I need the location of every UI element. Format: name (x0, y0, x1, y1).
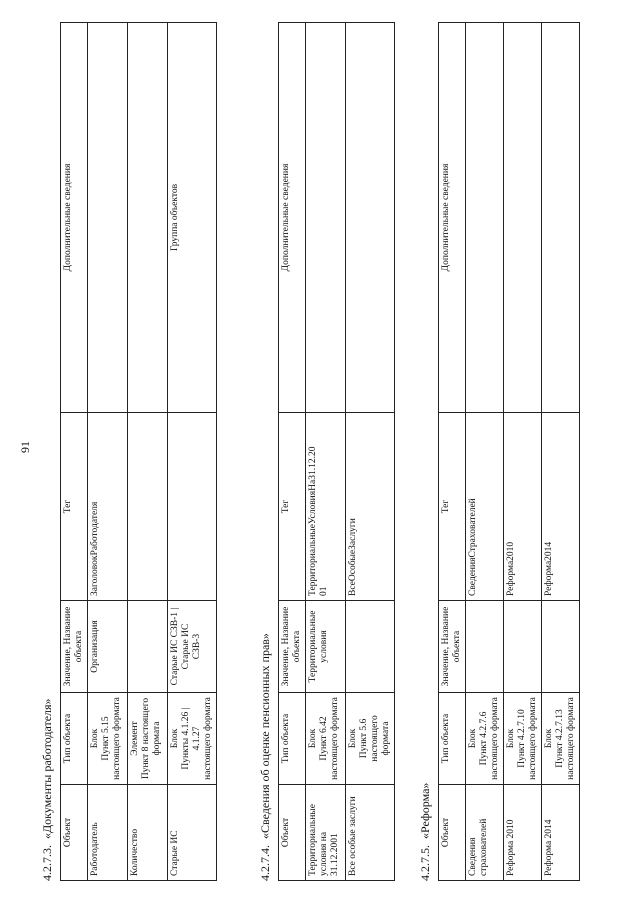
table-cell: ЗаголовокРаботодателя (87, 413, 127, 601)
table-cell (345, 23, 394, 413)
table-row (127, 23, 167, 881)
column-header: Объект (279, 785, 306, 881)
column-header: Значение, Название объекта (279, 601, 306, 693)
table-cell: ВсеОсобыеЗаслуги (345, 413, 394, 601)
table-cell: Реформа 2010 (503, 785, 541, 881)
section-heading (418, 783, 433, 881)
table-cell: Блок Пункт 4.2.7.10 настоящего формата (503, 693, 541, 785)
section-table (438, 22, 580, 881)
section-title: «Реформа» (418, 782, 432, 839)
section-heading (40, 698, 55, 881)
column-header: Дополнительные сведения (61, 23, 88, 413)
table-cell: Все особые заслуги (345, 785, 394, 881)
column-header: Тег (439, 413, 466, 601)
table-cell: СведенияСтрахователей (465, 413, 503, 601)
table-cell: Элемент Пункт 8 настоящего формата (127, 693, 167, 785)
column-header: Дополнительные сведения (279, 23, 306, 413)
table-cell: Реформа2010 (503, 413, 541, 601)
table-cell (167, 413, 216, 601)
table-cell (127, 413, 167, 601)
table-cell: Блок Пункт 4.2.7.13 настоящего формата (541, 693, 579, 785)
table-cell: Блок Пункт 4.2.7.6 настоящего формата (465, 693, 503, 785)
table-row (87, 23, 127, 881)
table-cell (127, 23, 167, 413)
table-cell: Территориальные условия (305, 601, 345, 693)
column-header: Тег (279, 413, 306, 601)
column-header: Тип объекта (279, 693, 306, 785)
table-cell: Организация (87, 601, 127, 693)
table-cell (127, 601, 167, 693)
page-number: 91 (18, 441, 32, 453)
table-cell (541, 601, 579, 693)
table-header-row (61, 23, 88, 881)
table-cell: Блок Пункт 5.6 настоящего формата (345, 693, 394, 785)
table-cell: Старые ИС (167, 785, 216, 881)
table-row (503, 23, 541, 881)
table-cell: Блок Пункты 4.1.26 | 4.1.27 настоящего формата (167, 693, 216, 785)
section-number: 4.2.7.4. (258, 845, 272, 881)
table-cell: Работодатель (87, 785, 127, 881)
column-header: Тег (61, 413, 88, 601)
section-table (278, 22, 395, 881)
table-cell: Старые ИС СЗВ-1 | Старые ИС СЗВ-3 (167, 601, 216, 693)
column-header: Объект (439, 785, 466, 881)
column-header: Значение, Название объекта (61, 601, 88, 693)
table-cell: Блок Пункт 5.15 настоящего формата (87, 693, 127, 785)
table-header-row (279, 23, 306, 881)
section-title: «Сведения об оценке пенсионных прав» (258, 633, 272, 839)
section-heading (258, 633, 273, 881)
table-cell: Территориальные условия на 31.12.2001 (305, 785, 345, 881)
table-cell: Группа объектов (167, 23, 216, 413)
table-row (345, 23, 394, 881)
table-cell (503, 23, 541, 413)
table-row (305, 23, 345, 881)
table-cell: Реформа 2014 (541, 785, 579, 881)
table-cell (87, 23, 127, 413)
table-cell (465, 601, 503, 693)
table-cell: Сведения страхователей (465, 785, 503, 881)
column-header: Тип объекта (61, 693, 88, 785)
section-number: 4.2.7.5. (418, 845, 432, 881)
section-1 (40, 0, 255, 905)
table-cell: Блок Пункт 6.42 настоящего формата (305, 693, 345, 785)
table-header-row (439, 23, 466, 881)
table-cell: Количество (127, 785, 167, 881)
table-cell (503, 601, 541, 693)
table-cell: ТерриториальныеУсловияНа31.12.20 01 (305, 413, 345, 601)
table-cell: Реформа2014 (541, 413, 579, 601)
column-header: Тип объекта (439, 693, 466, 785)
column-header: Дополнительные сведения (439, 23, 466, 413)
section-title: «Документы работодателя» (40, 698, 54, 839)
table-cell (305, 23, 345, 413)
column-header: Объект (61, 785, 88, 881)
table-row (541, 23, 579, 881)
section-table (60, 22, 217, 881)
section-3 (418, 0, 633, 905)
section-number: 4.2.7.3. (40, 845, 54, 881)
table-cell (345, 601, 394, 693)
table-cell (541, 23, 579, 413)
column-header: Значение, Название объекта (439, 601, 466, 693)
table-row (465, 23, 503, 881)
table-cell (465, 23, 503, 413)
table-row (167, 23, 216, 881)
